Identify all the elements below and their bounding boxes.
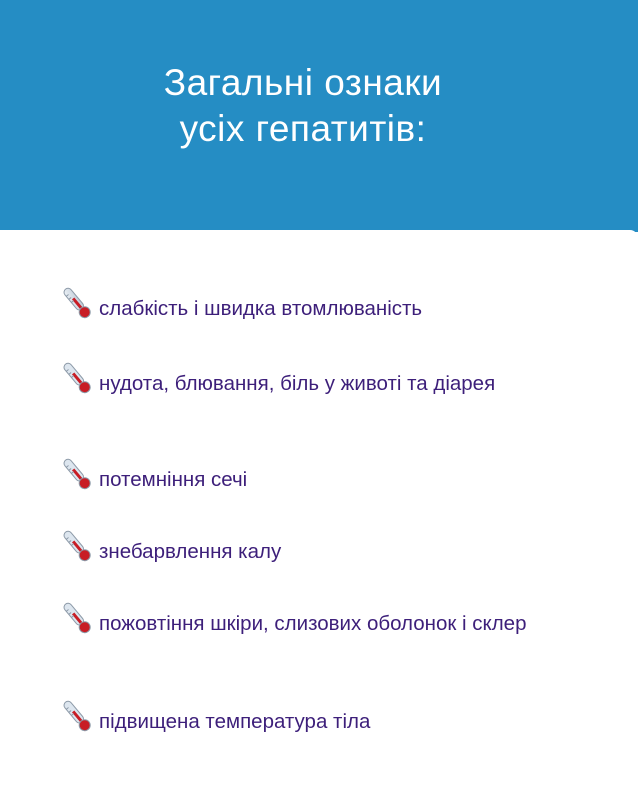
list-item bbox=[57, 285, 577, 321]
thermometer-icon bbox=[57, 698, 97, 734]
item-text: пожовтіння шкіри, слизових оболонок і склер bbox=[99, 612, 527, 635]
item-text: потемніння сечі bbox=[99, 468, 248, 491]
list-item bbox=[57, 698, 577, 734]
title-line-2: усіх гепатитів: bbox=[179, 108, 427, 149]
symptoms-card bbox=[0, 230, 638, 800]
item-text: слабкість і швидка втомлюваність bbox=[99, 297, 423, 320]
title-line-1: Загальні ознаки bbox=[163, 62, 443, 103]
thermometer-icon bbox=[57, 360, 97, 396]
thermometer-icon bbox=[57, 456, 97, 492]
thermometer-icon bbox=[57, 528, 97, 564]
page-title bbox=[0, 60, 606, 152]
list-item bbox=[57, 456, 577, 492]
list-item bbox=[57, 528, 577, 564]
list-item bbox=[57, 600, 577, 636]
item-text: нудота, блювання, біль у животі та діарея bbox=[99, 372, 496, 395]
item-text: підвищена температура тіла bbox=[99, 710, 371, 733]
header-banner bbox=[0, 0, 638, 232]
list-item bbox=[57, 360, 577, 396]
thermometer-icon bbox=[57, 285, 97, 321]
thermometer-icon bbox=[57, 600, 97, 636]
item-text: знебарвлення калу bbox=[99, 540, 282, 563]
